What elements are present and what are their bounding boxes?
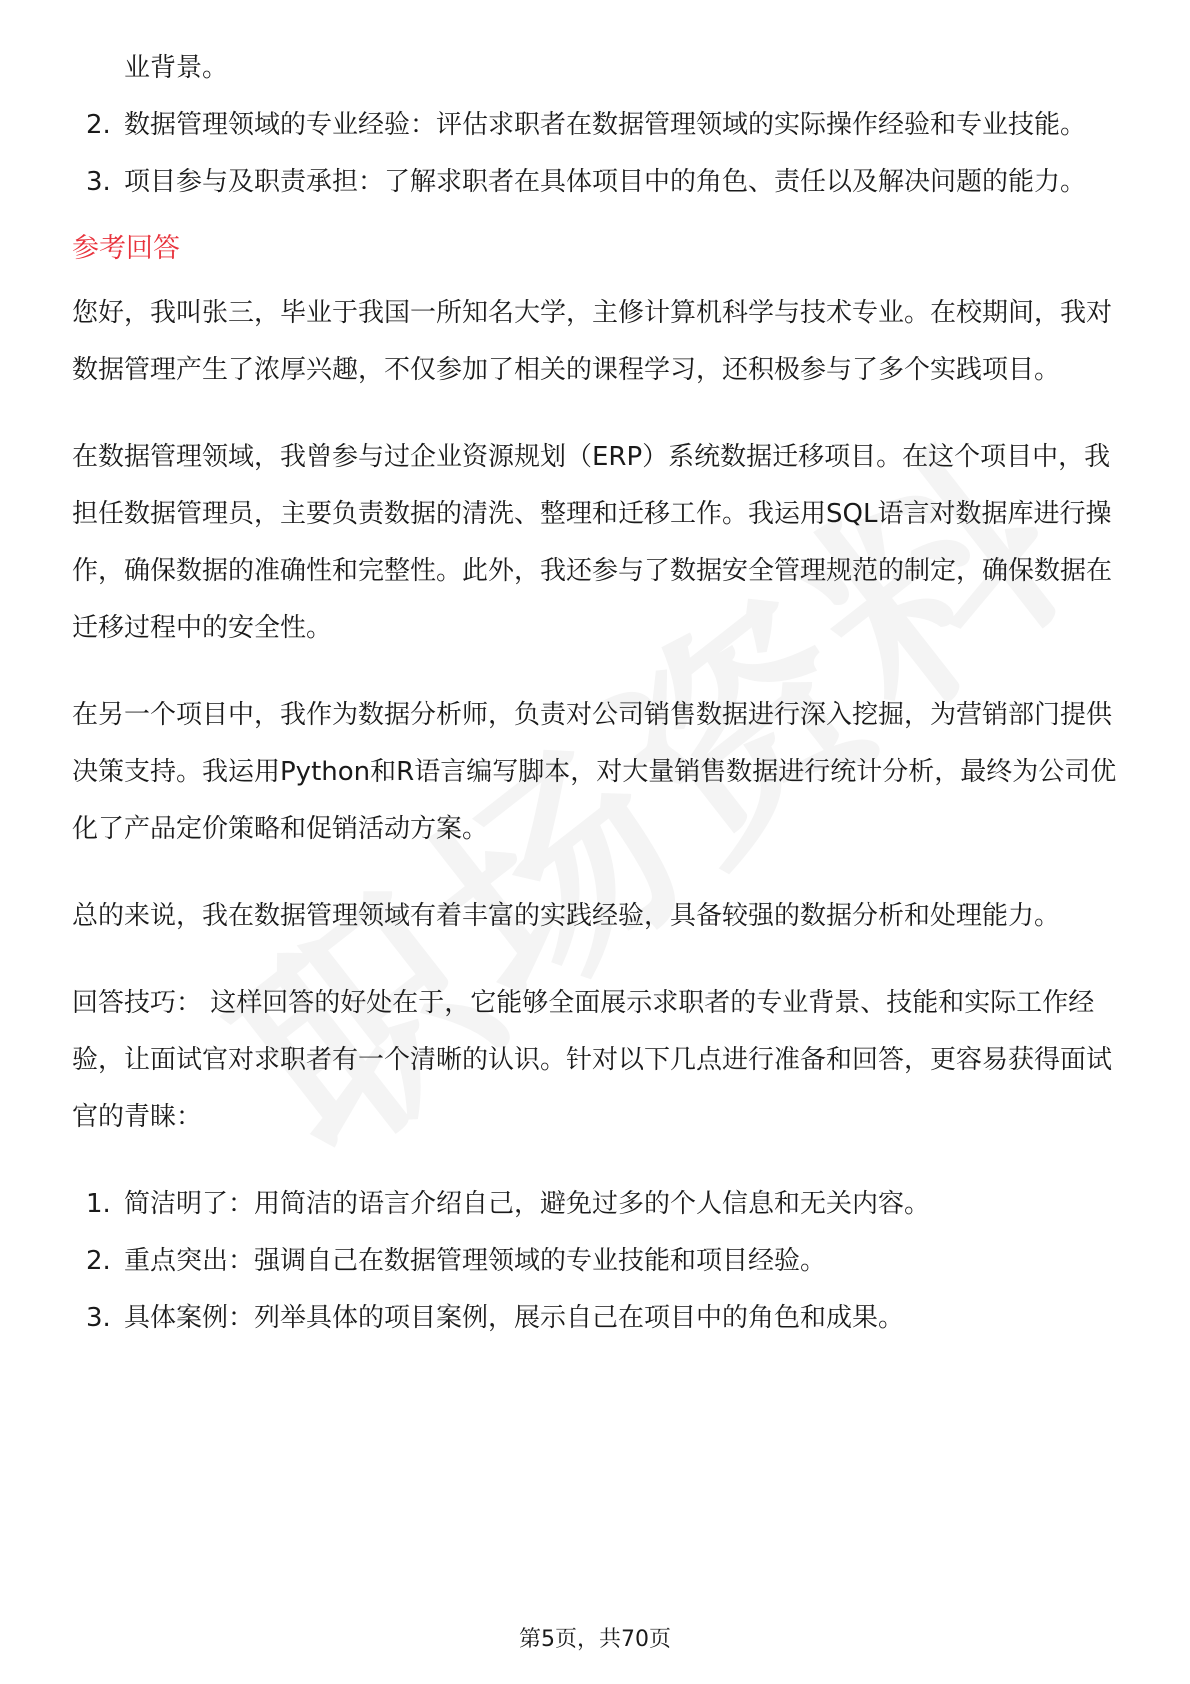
intro-item — [72, 97, 1122, 154]
list-number: 2. — [86, 1246, 111, 1276]
answer-paragraph: 您好，我叫张三，毕业于我国一所知名大学，主修计算机科学与技术专业。在校期间，我对数据管理产生了浓厚兴趣，不仅参加了相关的课程学习，还积极参与了多个实践项目。 — [72, 298, 1113, 385]
section-title-reference-answer: 参考回答 — [72, 233, 180, 264]
list-number: 1. — [86, 1189, 111, 1219]
list-item-text: 项目参与及职责承担：了解求职者在具体项目中的角色、责任以及解决问题的能力。 — [124, 167, 1087, 197]
intro-list — [72, 97, 1122, 211]
tips-list — [72, 1176, 1122, 1347]
tip-item — [72, 1290, 1122, 1347]
answer-paragraph: 在另一个项目中，我作为数据分析师，负责对公司销售数据进行深入挖掘，为营销部门提供决策支持。我运用Python和R语言编写脚本，对大量销售数据进行统计分析，最终为公司优化了产品定价策略和促销活动方案。 — [72, 700, 1117, 844]
answer-paragraph: 总的来说，我在数据管理领域有着丰富的实践经验，具备较强的数据分析和处理能力。 — [72, 901, 1061, 931]
list-number: 3. — [86, 167, 111, 197]
answer-tips-paragraph: 回答技巧： 这样回答的好处在于，它能够全面展示求职者的专业背景、技能和实际工作经验，让面试官对求职者有一个清晰的认识。针对以下几点进行准备和回答，更容易获得面试官的青睐： — [72, 988, 1113, 1132]
list-item-text: 重点突出：强调自己在数据管理领域的专业技能和项目经验。 — [124, 1246, 827, 1276]
page-number: 第5页，共70页 — [519, 1627, 671, 1652]
intro-item-1-continuation: 业背景。 — [124, 53, 229, 83]
tip-item — [72, 1233, 1122, 1290]
answer-paragraph: 在数据管理领域，我曾参与过企业资源规划（ERP）系统数据迁移项目。在这个项目中，我担任数据管理员，主要负责数据的清洗、整理和迁移工作。我运用SQL语言对数据库进行操作，确保数据的准确性和完整性。此外，我还参与了数据安全管理规范的制定，确保数据在迁移过程中的安全性。 — [72, 442, 1113, 643]
page-content — [72, 40, 1122, 1347]
list-item-text: 简洁明了：用简洁的语言介绍自己，避免过多的个人信息和无关内容。 — [124, 1189, 931, 1219]
list-item-text: 具体案例：列举具体的项目案例，展示自己在项目中的角色和成果。 — [124, 1303, 905, 1333]
list-number: 3. — [86, 1303, 111, 1333]
list-number: 2. — [86, 110, 111, 140]
intro-item — [72, 154, 1122, 211]
list-item-text: 数据管理领域的专业经验：评估求职者在数据管理领域的实际操作经验和专业技能。 — [124, 110, 1087, 140]
tip-item — [72, 1176, 1122, 1233]
